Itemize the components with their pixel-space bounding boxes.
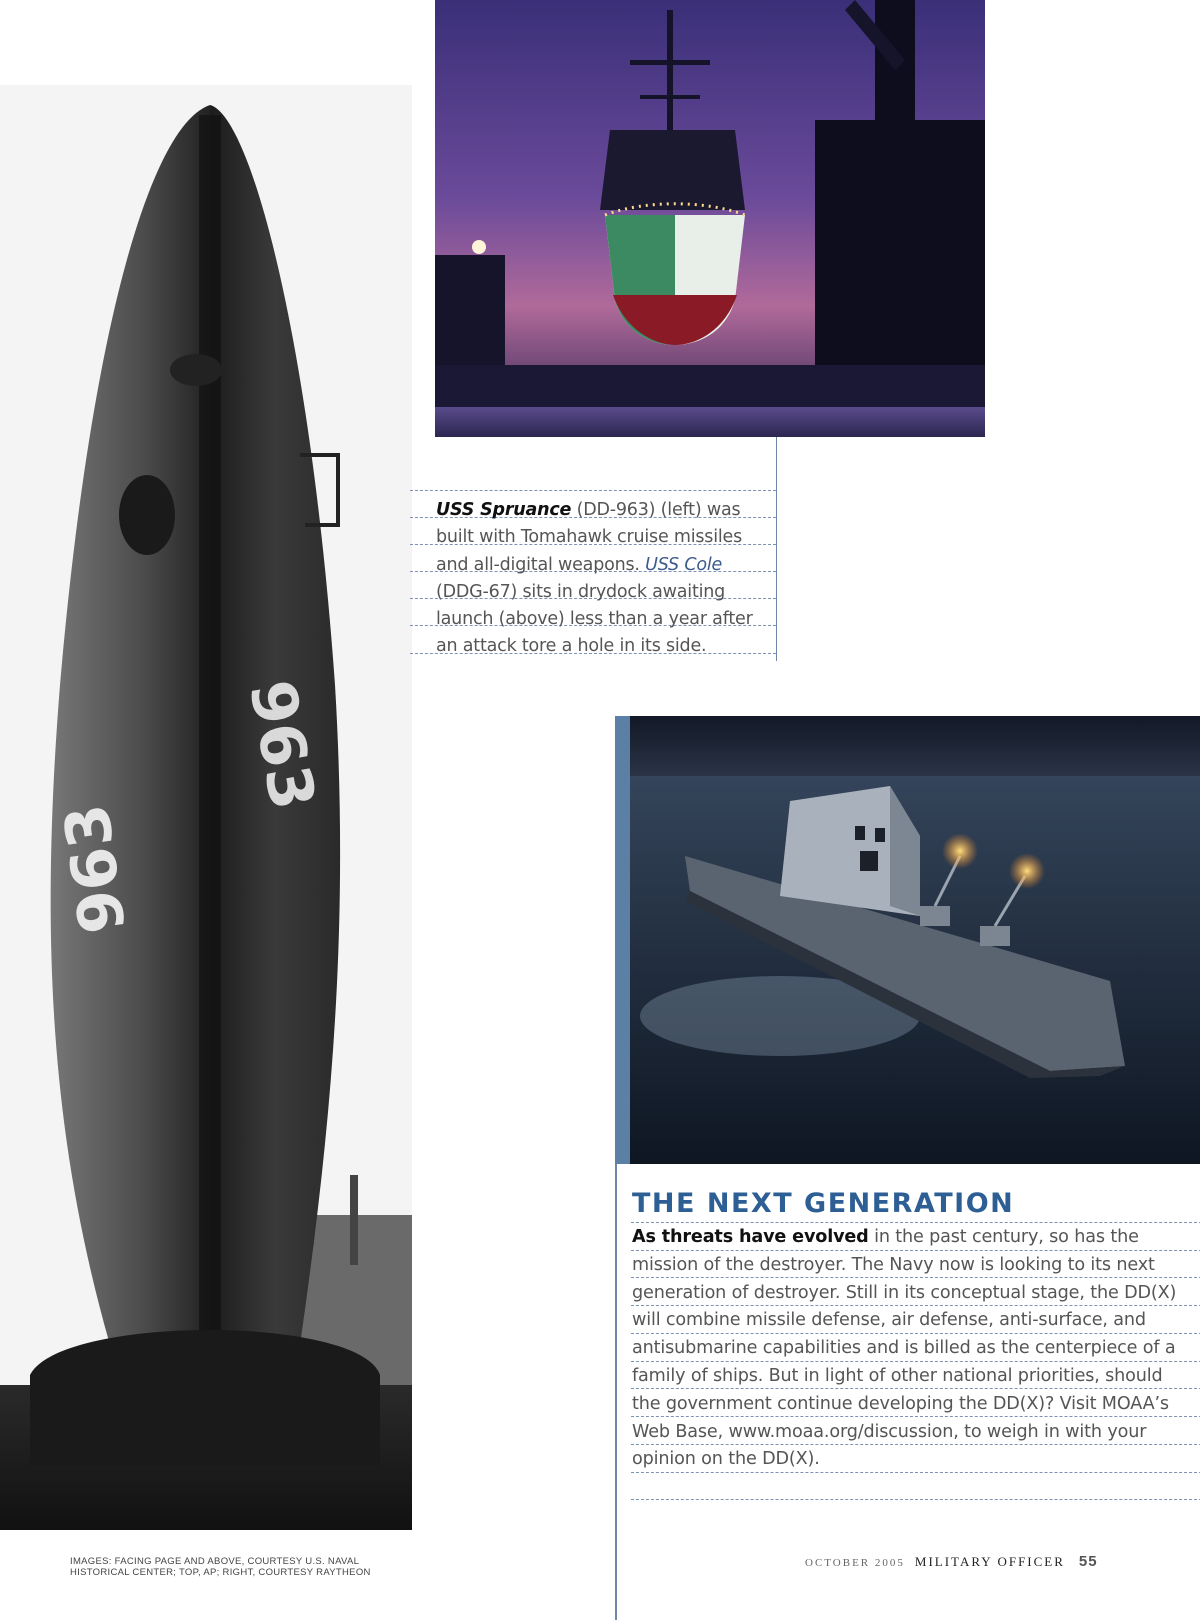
article-body	[632, 1224, 1187, 1474]
caption-rule	[410, 490, 776, 491]
article-title: THE NEXT GENERATION	[632, 1188, 1015, 1219]
article-body-text: in the past century, so has the mission of the destroyer. The Navy now is looking to its next generation of destroyer. Still in its conceptual stage, the DD(X) will combine missile defense, air defense, anti-surface, and antisubmarine capabilities and is billed as the centerpiece of a family of ships. But in light of other national priorities, should the government continue developing the DD(X)? Visit MOAA’s Web Base, www.moaa.org/discussion, to weigh in with your opinion on the DD(X).	[632, 1227, 1177, 1470]
article-lead: As threats have evolved	[632, 1227, 869, 1247]
page-number: 55	[1078, 1553, 1098, 1570]
drydock-photo	[435, 0, 985, 437]
credits-line-2: HISTORICAL CENTER; TOP, AP; RIGHT, COURTESY RAYTHEON	[70, 1567, 371, 1578]
photo-caption	[436, 497, 756, 661]
magazine-name: MILITARY OFFICER	[914, 1554, 1065, 1569]
caption-text-1: (DD-963) (left) was built with Tomahawk cruise missiles and all-digital weapons.	[436, 500, 743, 575]
caption-ship-name-1: USS Spruance	[436, 500, 572, 520]
article-rule	[631, 1222, 1200, 1223]
page-folio	[805, 1553, 1098, 1571]
caption-ship-name-2: USS Cole	[645, 554, 723, 575]
article-rule	[631, 1499, 1200, 1500]
credits-line-1: IMAGES: FACING PAGE AND ABOVE, COURTESY U.S. NAVAL	[70, 1556, 360, 1567]
hull-number-right: 963	[235, 674, 330, 816]
caption-box	[410, 437, 777, 661]
article-panel	[615, 1164, 1200, 1620]
ddx-rendering-photo	[630, 716, 1200, 1164]
hull-number-left: 963	[49, 799, 140, 939]
image-credits	[70, 1556, 450, 1578]
hull-photo	[0, 85, 412, 1530]
caption-text-2: (DDG-67) sits in drydock awaiting launch (above) less than a year after an attack tore a hole in its side.	[436, 581, 753, 657]
issue-date: OCTOBER 2005	[805, 1557, 905, 1569]
